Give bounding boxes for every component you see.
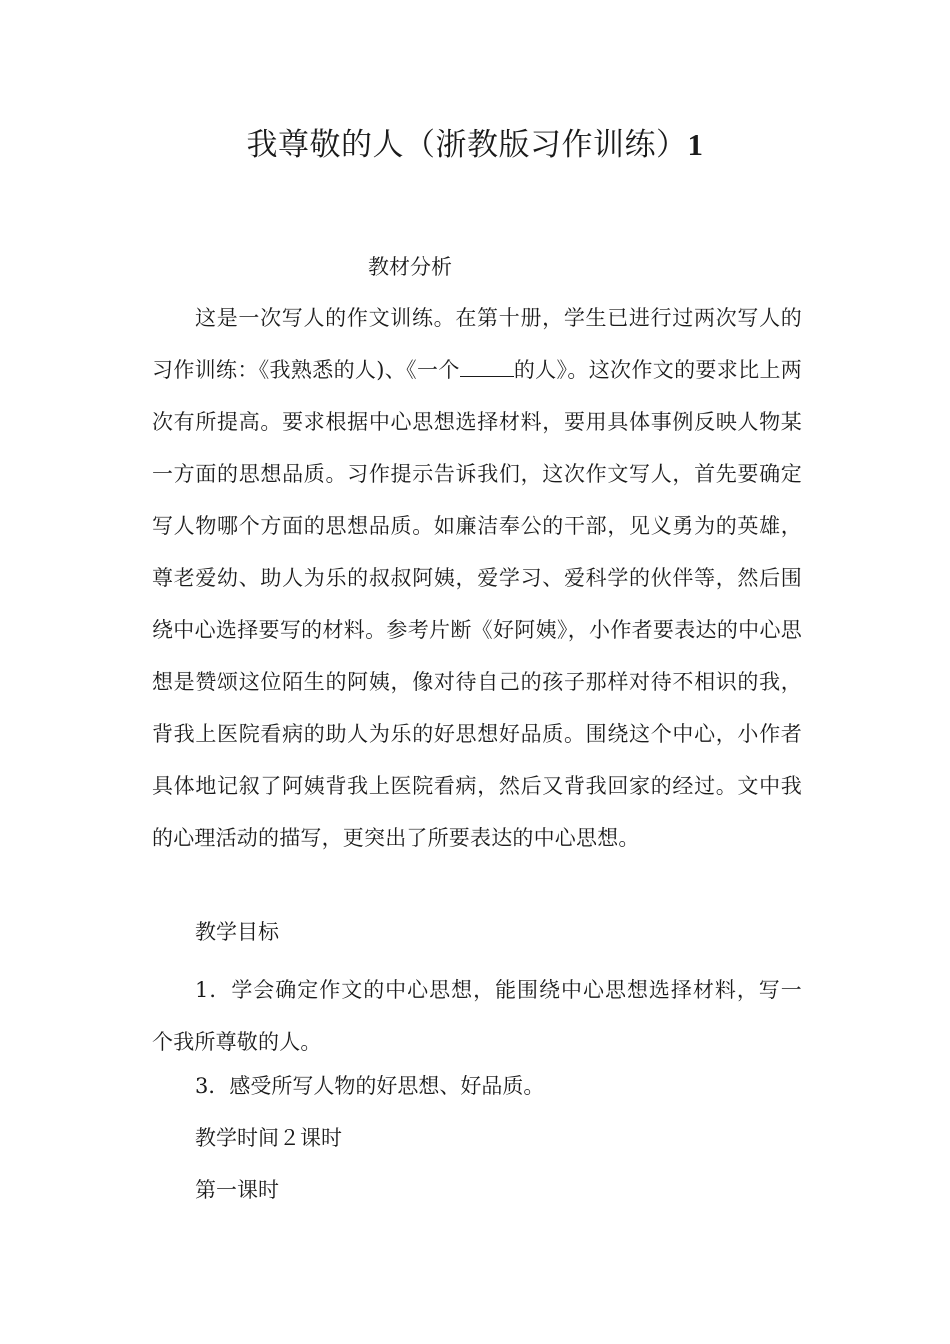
- teaching-time: 教学时间２课时: [195, 1126, 342, 1150]
- title-number: 1: [687, 127, 704, 162]
- paragraph-text-part2: 的人》。这次作文的要求比上两次有所提高。要求根据中心思想选择材料，要用具体事例反映人物某一方面的思想品质。习作提示告诉我们，这次作文写人，首先要确定写人物哪个方面的思想品质。如廉洁奉公的干部，见义勇为的英雄，尊老爱幼、助人为乐的叔叔阿姨，爱学习、爱科学的伙伴等，然后围绕中心选择要写的材料。参考片断《好阿姨》，小作者要表达的中心思想是赞颂这位陌生的阿姨，像对待自己的孩子那样对待不相识的我，背我上医院看病的助人为乐的好思想好品质。围绕这个中心，小作者具体地记叙了阿姨背我上医院看病，然后又背我回家的经过。文中我的心理活动的描写，更突出了所要表达的中心思想。: [152, 358, 802, 850]
- goal-item-3: 3．感受所写人物的好思想、好品质。: [195, 1074, 545, 1098]
- paragraph-material-analysis: [152, 292, 802, 864]
- section-heading-material: 教材分析: [368, 255, 452, 279]
- paragraph-text-part1: 这是一次写人的作文训练。在第十册，学生已进行过两次写人的习作训练：《我熟悉的人)、《一个: [152, 306, 802, 382]
- fill-in-blank: [460, 358, 514, 377]
- section-heading-goals: 教学目标: [195, 920, 279, 944]
- title-text: 我尊敬的人（浙教版习作训练）: [246, 127, 688, 163]
- document-title: [0, 120, 950, 170]
- first-lesson-heading: 第一课时: [195, 1178, 279, 1202]
- goal-item-1: 1．学会确定作文的中心思想，能围绕中心思想选择材料，写一个我所尊敬的人。: [152, 978, 802, 1054]
